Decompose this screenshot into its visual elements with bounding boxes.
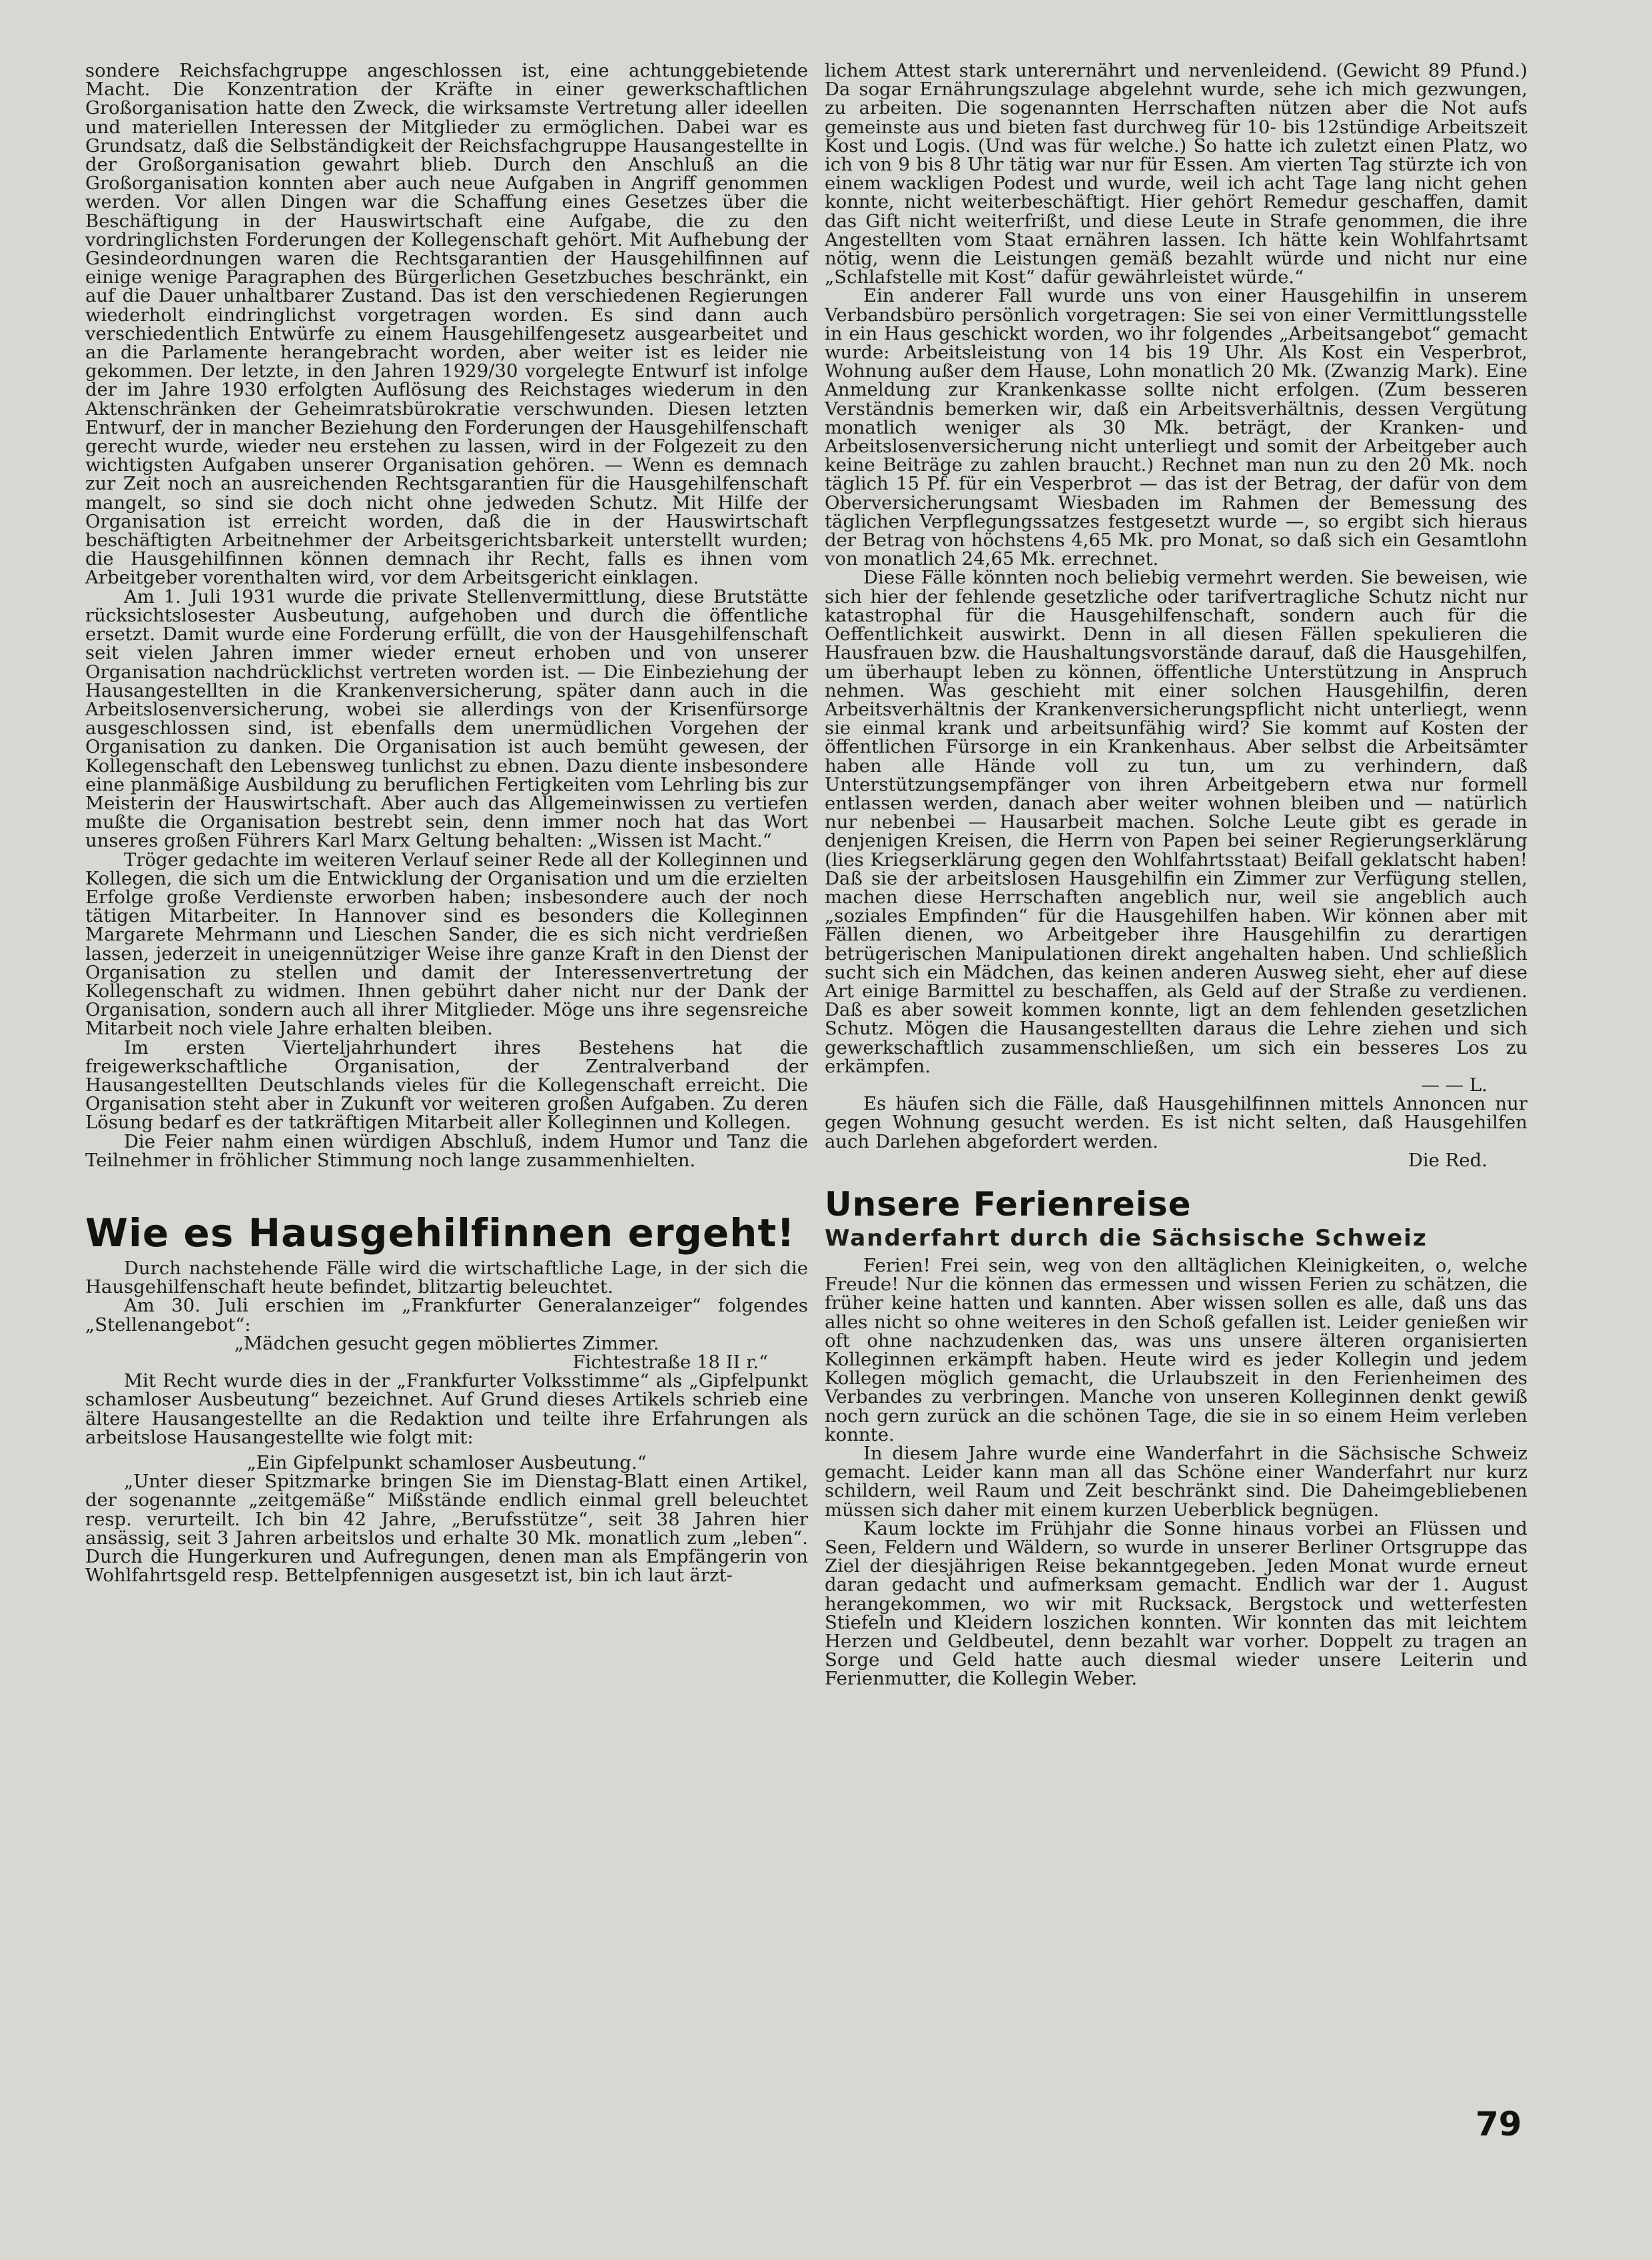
quoted-ad-line: Fichtestraße 18 II r.“ [572,1351,768,1373]
article-paragraph: Am 30. Juli erschien im „Frankfurter Generalanzeiger“ folgendes „Stellenangebot“: [85,1295,808,1335]
article-paragraph: „Unter dieser Spitzmarke bringen Sie im Dienstag-Blatt einen Artikel, der sogenannte „zeitgemäße“ Mißstände endlich einmal grell beleuchtet resp. verurteilt. Ich bin 42 Jahre, „Berufsstütze“, seit 38 Jahren hier ansässig, seit 3 Jahren arbeitslos und erhalte 30 Mk. monatlich zum „leben“. Durch die Hungerkuren und Aufregungen, denen man als Empfängerin von Wohlfahrtsgeld resp. Bettelpfennigen ausgesetzt ist, bin ich laut ärzt- [85,1471,808,1587]
page-number: 79 [1475,2105,1522,2143]
article-paragraph: Am 1. Juli 1931 wurde die private Stellenvermittlung, diese Brutstätte rücksichtslosester Ausbeutung, aufgehoben und durch die öffentliche ersetzt. Damit wurde eine Forderung erfüllt, die von der Hausgehilfenschaft seit vielen Jahren immer wieder erneut erhoben und von unserer Organisation nachdrücklichst vertreten worden ist. — Die Einbeziehung der Hausangestellten in die Krankenversicherung, später dann auch in die Arbeitslosenversicherung, wobei sie allerdings von der Krisenfürsorge ausgeschlossen sind, ist ebenfalls dem unermüdlichen Vorgehen der Organisation zu danken. Die Organisation ist auch bemüht gewesen, der Kollegenschaft den Lebensweg tunlichst zu ebnen. Dazu diente insbesondere eine planmäßige Ausbildung zu beruflichen Fertigkeiten vom Lehrling bis zur Meisterin der Hauswirtschaft. Aber auch das Allgemeinwissen zu vertiefen mußte die Organisation bestrebt sein, denn immer noch hat das Wort unseres großen Führers Karl Marx Geltung behalten: „Wissen ist Macht.“ [85,585,808,852]
article-paragraph: In diesem Jahre wurde eine Wanderfahrt in die Sächsische Schweiz gemacht. Leider kann man all das Schöne einer Wanderfahrt nur kurz schildern, weil Raum und Zeit beschränkt sind. Die Daheimgebliebenen müssen sich daher mit einem kurzen Ueberblick begnügen. [825,1443,1527,1521]
article-paragraph: Ein anderer Fall wurde uns von einer Hausgehilfin in unserem Verbandsbüro persönlich vorgetragen: Sie sei von einer Vermittlungsstelle in ein Haus geschickt worden, wo ihr folgendes „Arbeitsangebot“ gemacht wurde: Arbeitsleistung von 14 bis 19 Uhr. Als Kost ein Vesperbrot, Wohnung außer dem Hause, Lohn monatlich 20 Mk. (Zwanzig Mark). Eine Anmeldung zur Krankenkasse sollte nicht erfolgen. (Zum besseren Verständnis bemerken wir, daß ein Arbeitsverhältnis, dessen Vergütung monatlich weniger als 30 Mk. beträgt, der Kranken- und Arbeitslosenversicherung nicht unterliegt und somit der Arbeitgeber auch keine Beiträge zu zahlen braucht.) Rechnet man nun zu den 20 Mk. noch täglich 15 Pf. für ein Vesperbrot — das ist der Betrag, der dafür von dem Oberversicherungsamt Wiesbaden im Rahmen der Bemessung des täglichen Verpflegungssatzes festgesetzt wurde —, so ergibt sich hieraus der Betrag von höchstens 4,65 Mk. pro Monat, so daß sich ein Gesamtlohn von monatlich 24,65 Mk. errechnet. [825,285,1527,570]
article-paragraph: Ferien! Frei sein, weg von den alltäglichen Kleinigkeiten, o, welche Freude! Nur die können das ermessen und wissen Ferien zu schätzen, die früher keine hatten und kannten. Aber wissen sollen es alle, daß uns das alles nicht so ohne weiteres in den Schoß gefallen ist. Leider genießen wir oft ohne nachzudenken das, was uns unsere älteren organisierten Kolleginnen erkämpft haben. Heute wird es jeder Kollegin und jedem Kollegen möglich gemacht, die Urlaubszeit in den Ferienheimen des Verbandes zu verbringen. Manche von unseren Kolleginnen denkt gewiß noch gern zurück an die schönen Tage, die sie in so einem Heim verleben konnte. [825,1254,1527,1445]
article-heading: Wie es Hausgehilfinnen ergeht! [85,1210,795,1256]
article-heading: Unsere Ferienreise [825,1184,1192,1224]
article-paragraph: Mit Recht wurde dies in der „Frankfurter Volksstimme“ als „Gipfelpunkt schamloser Ausbeutung“ bezeichnet. Auf Grund dieses Artikels schrieb eine ältere Hausangestellte an die Redaktion und teilte ihre Erfahrungen als arbeitslose Hausangestellte wie folgt mit: [85,1370,808,1448]
article-paragraph: Tröger gedachte im weiteren Verlauf seiner Rede all der Kolleginnen und Kollegen, die sich um die Entwicklung der Organisation und um die erzielten Erfolge große Verdienste erworben haben; insbesondere auch der noch tätigen Mitarbeiter. In Hannover sind es besonders die Kolleginnen Margarete Mehrmann und Lieschen Sander, die es sich nicht verdrießen lassen, jederzeit in uneigennütziger Weise ihre ganze Kraft in den Dienst der Organisation zu stellen und damit der Interessenvertretung der Kollegenschaft zu widmen. Ihnen gebührt daher nicht nur der Dank der Organisation, sondern auch all ihrer Mitglieder. Möge uns ihre segensreiche Mitarbeit noch viele Jahre erhalten bleiben. [85,849,808,1040]
article-paragraph: Die Feier nahm einen würdigen Abschluß, indem Humor und Tanz die Teilnehmer in fröhlicher Stimmung noch lange zusammenhielten. [85,1130,808,1171]
author-signature: — — L. [1421,1074,1487,1096]
article-paragraph: Durch nachstehende Fälle wird die wirtschaftliche Lage, in der sich die Hausgehilfenschaft heute befindet, blitzartig beleuchtet. [85,1257,808,1298]
right-column [825,61,1527,1689]
quoted-headline: „Ein Gipfelpunkt schamloser Ausbeutung.“ [246,1452,647,1474]
left-column [85,61,808,1585]
article-paragraph: Kaum lockte im Frühjahr die Sonne hinaus vorbei an Flüssen und Seen, Feldern und Wäldern, so wurde in unserer Berliner Ortsgruppe das Ziel der diesjährigen Reise bekanntgegeben. Jeden Monat wurde erneut daran gedacht und aufmerksam gemacht. Endlich war der 1. August herangekommen, wo wir mit Rucksack, Bergstock und wetterfesten Stiefeln und Kleidern loszichen konnten. Wir konnten das mit leichtem Herzen und Geldbeutel, denn bezahlt war vorher. Doppelt zu tragen an Sorge und Geld hatte auch diesmal wieder unsere Leiterin und Ferienmutter, die Kollegin Weber. [825,1517,1527,1690]
article-paragraph: Diese Fälle könnten noch beliebig vermehrt werden. Sie beweisen, wie sich hier der fehlende gesetzliche oder tarifvertragliche Schutz nicht nur katastrophal für die Hausgehilfenschaft, sondern auch für die Oeffentlichkeit auswirkt. Denn in all diesen Fällen spekulieren die Hausfrauen bzw. die Haushaltungsvorstände darauf, daß die Hausgehilfen, um überhaupt leben zu können, öffentliche Unterstützung in Anspruch nehmen. Was geschieht mit einer solchen Hausgehilfin, deren Arbeitsverhältnis der Krankenversicherungspflicht nicht unterliegt, wenn sie einmal krank und arbeitsunfähig wird? Sie kommt auf Kosten der öffentlichen Fürsorge in ein Krankenhaus. Aber selbst die Arbeitsämter haben alle Hände voll zu tun, um zu verhindern, daß Unterstützungsempfänger von ihren Arbeitgebern etwa nur formell entlassen werden, danach aber weiter wohnen bleiben und — natürlich nur nebenbei — Hausarbeit machen. Solche Leute gibt es gerade in denjenigen Kreisen, die Herrn von Papen bei seiner Regierungserklärung (lies Kriegserklärung gegen den Wohlfahrtsstaat) Beifall geklatscht haben! Daß sie der arbeitslosen Hausgehilfin ein Zimmer zur Verfügung stellen, machen diese Herrschaften angeblich nur, weil sie angeblich auch „soziales Empfinden“ für die Hausgehilfen haben. Wir können aber mit Fällen dienen, wo Arbeitgeber ihre Hausgehilfin zu derartigen betrügerischen Manipulationen direkt angehalten haben. Und schließlich sucht sich ein Mädchen, das keinen anderen Ausweg sieht, eher auf diese Art einige Barmittel zu beschaffen, als Geld auf der Straße zu verdienen. Daß es aber soweit kommen konnte, ligt an dem fehlenden gesetzlichen Schutz. Mögen die Hausangestellten daraus die Lehre ziehen und sich gewerkschaftlich zusammenschließen, um sich ein besseres Los zu erkämpfen. [825,567,1527,1077]
editor-signature: Die Red. [1408,1149,1487,1171]
article-paragraph: lichem Attest stark unterernährt und nervenleidend. (Gewicht 89 Pfund.) Da sogar Ernährungszulage abgelehnt wurde, sehe ich mich gezwungen, zu arbeiten. Die sogenannten Herrschaften nützen aber die Not aufs gemeinste aus und bieten fast durchweg für 10- bis 12stündige Arbeitszeit Kost und Logis. (Und was für welche.) So hatte ich zuletzt einen Platz, wo ich von 9 bis 8 Uhr tätig war nur für Essen. Am vierten Tag stürzte ich von einem wackligen Podest und wurde, weil ich acht Tage lang nicht gehen konnte, nicht weiterbeschäftigt. Hier gehört Remedur geschaffen, damit das Gift nicht weiterfrißt, und diese Leute in Strafe genommen, die ihre Angestellten vom Staat ernähren lassen. Ich hätte kein Wohlfahrtsamt nötig, wenn die Leistungen gemäß bezahlt würde und nicht nur eine „Schlafstelle mit Kost“ dafür gewährleistet würde.“ [825,60,1527,288]
article-paragraph: Es häufen sich die Fälle, daß Hausgehilfinnen mittels Annoncen nur gegen Wohnung gesucht werden. Es ist nicht selten, daß Hausgehilfen auch Darlehen abgefordert werden. [825,1093,1527,1152]
article-paragraph: sondere Reichsfachgruppe angeschlossen ist, eine achtunggebietende Macht. Die Konzentration der Kräfte in einer gewerkschaftlichen Großorganisation hatte den Zweck, die wirksamste Vertretung aller ideellen und materiellen Interessen der Mitglieder zu ermöglichen. Dabei war es Grundsatz, daß die Selbständigkeit der Reichsfachgruppe Hausangestellte in der Großorganisation gewahrt blieb. Durch den Anschluß an die Großorganisation konnten aber auch neue Aufgaben in Angriff genommen werden. Vor allen Dingen war die Schaffung eines Gesetzes über die Beschäftigung in der Hauswirtschaft eine Aufgabe, die zu den vordringlichsten Forderungen der Kollegenschaft gehört. Mit Aufhebung der Gesindeordnungen waren die Rechtsgarantien der Hausgehilfinnen auf einige wenige Paragraphen des Bürgerlichen Gesetzbuches beschränkt, ein auf die Dauer unhaltbarer Zustand. Das ist den verschiedenen Regierungen wiederholt eindringlichst vorgetragen worden. Es sind dann auch verschiedentlich Entwürfe zu einem Hausgehilfengesetz ausgearbeitet und an die Parlamente herangebracht worden, aber weiter ist es leider nie gekommen. Der letzte, in den Jahren 1929/30 vorgelegte Entwurf ist infolge der im Jahre 1930 erfolgten Auflösung des Reichstages wiederum in den Aktenschränken der Geheimratsbürokratie verschwunden. Diesen letzten Entwurf, der in mancher Beziehung den Forderungen der Hausgehilfenschaft gerecht wurde, wieder neu erstehen zu lassen, wird in der Folgezeit zu den wichtigsten Aufgaben unserer Organisation gehören. — Wenn es demnach zur Zeit noch an ausreichenden Rechtsgarantien für die Hausgehilfenschaft mangelt, so sind sie doch nicht ohne jedweden Schutz. Mit Hilfe der Organisation ist erreicht worden, daß die in der Hauswirtschaft beschäftigten Arbeitnehmer der Arbeitsgerichtsbarkeit unterstellt wurden; die Hausgehilfinnen können demnach ihr Recht, falls es ihnen vom Arbeitgeber vorenthalten wird, vor dem Arbeitsgericht einklagen. [85,60,808,589]
article-subheading: Wanderfahrt durch die Sächsische Schweiz [825,1224,1428,1252]
quoted-ad-line: „Mädchen gesucht gegen möbliertes Zimmer. [234,1332,659,1354]
article-paragraph: Im ersten Vierteljahrhundert ihres Bestehens hat die freigewerkschaftliche Organisation, der Zentralverband der Hausangestellten Deutschlands vieles für die Kollegenschaft erreicht. Die Organisation steht aber in Zukunft vor weiteren großen Aufgaben. Zu deren Lösung bedarf es der tatkräftigen Mitarbeit aller Kolleginnen und Kollegen. [85,1036,808,1134]
